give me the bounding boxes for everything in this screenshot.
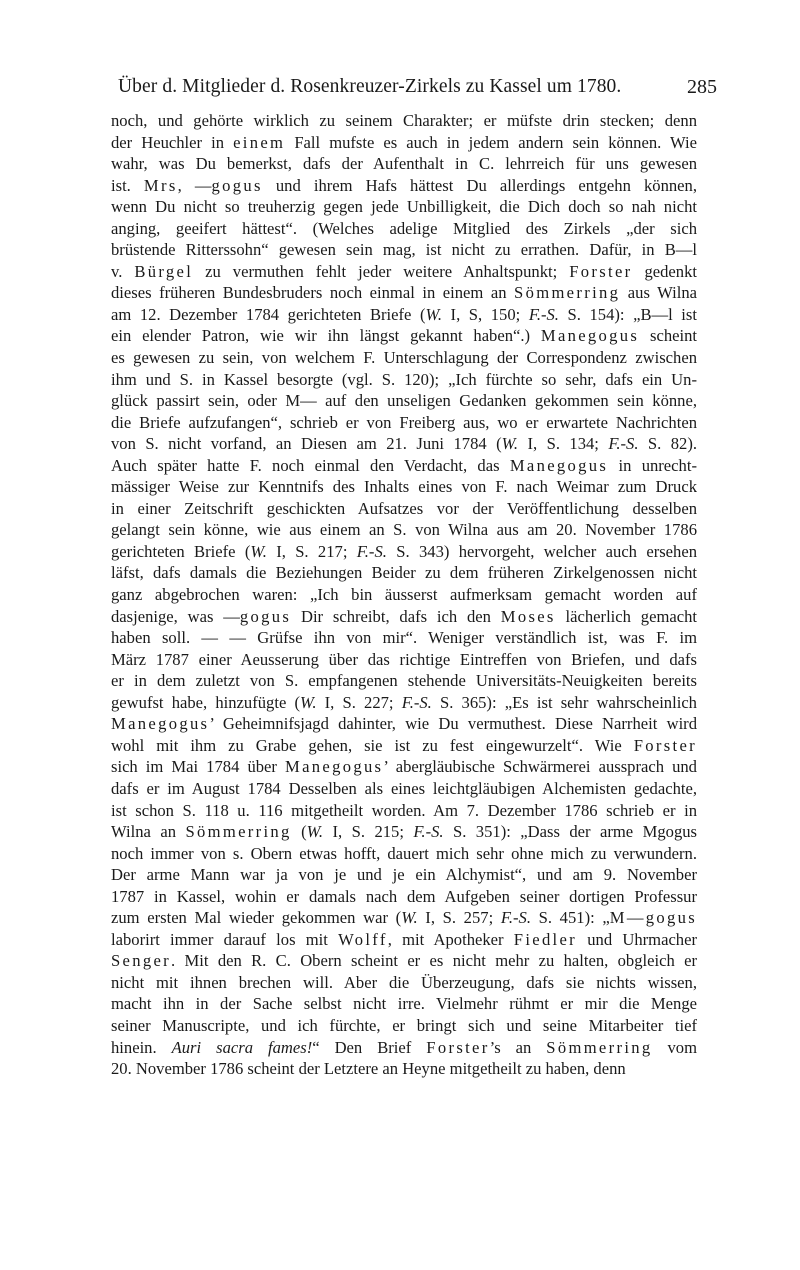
text-line: [111, 110, 697, 132]
text-run: Dir schreibt, dafs ich den: [291, 606, 501, 626]
running-header: [0, 72, 800, 102]
spaced-name: M—gogus: [609, 908, 697, 928]
spaced-name: Senger: [111, 951, 172, 971]
text-line: [111, 562, 697, 584]
spaced-name: Moses: [500, 606, 556, 626]
text-run: ist schon S. 118 u. 116 mitgetheilt worden. Am 7. Dezember 1786 schrieb er in: [111, 800, 697, 820]
italic-text: W.: [401, 908, 418, 928]
text-run: Wilna an: [111, 822, 186, 842]
text-run: in einer Zeitschrift geschickten Aufsatzes vor der Veröffentlichung desselben: [111, 498, 697, 518]
text-run: dieses früheren Bundesbruders noch einmal in einem an: [111, 283, 515, 303]
text-run: S. 343) hervorgeht, welcher auch ersehen: [386, 541, 697, 561]
text-run: noch, und gehörte wirklich zu seinem Charakter; er müfste drin stecken; denn: [111, 111, 697, 130]
text-run: wohl mit ihm zu Grabe gehen, sie ist zu fest eingewurzelt“. Wie: [111, 735, 634, 755]
text-run: mässiger Weise zur Kenntnifs des Inhalts eines von F. nach Weimar zum Druck: [111, 477, 697, 497]
spaced-name: Wolff: [338, 929, 388, 949]
text-line: [111, 584, 697, 606]
spaced-name: Manegogus: [285, 757, 384, 777]
text-run: ein elender Patron, wie wir ihn längst gekannt haben“.): [111, 326, 541, 346]
spaced-name: Sömmerring: [514, 283, 621, 303]
text-run: I, S. 257;: [417, 908, 501, 928]
text-run: . Mit den R. C. Obern scheint er es nicht mehr zu halten, obgleich er: [171, 951, 697, 971]
text-run: S. 451): „: [530, 908, 610, 928]
italic-text: F.-S.: [500, 908, 531, 928]
text-line: [111, 261, 697, 283]
spaced-name: Forster: [426, 1037, 490, 1057]
text-line: [111, 713, 697, 735]
italic-text: Auri sacra fames!: [171, 1037, 313, 1057]
text-line: [111, 304, 697, 326]
text-line: [111, 1037, 697, 1059]
italic-text: W.: [300, 692, 317, 712]
text-run: I, S, 150;: [441, 304, 529, 324]
text-run: seiner Manuscripte, und ich fürchte, er bringt sich und seine Mitarbeiter tief: [111, 1015, 697, 1035]
spaced-name: Forster: [569, 261, 633, 281]
italic-text: W.: [501, 434, 519, 454]
text-line: [111, 929, 697, 951]
italic-text: F.-S.: [608, 434, 639, 454]
running-title: Über d. Mitglieder d. Rosenkreuzer-Zirkels zu Kassel um 1780.: [118, 76, 622, 97]
italic-text: F.-S.: [528, 304, 559, 324]
italic-text: W.: [250, 541, 267, 561]
text-run: “ Den Brief: [312, 1037, 427, 1057]
text-line: [111, 325, 697, 347]
text-run: gedenkt: [632, 261, 697, 281]
text-run: der Heuchler in: [111, 132, 234, 152]
text-run: macht ihn in der Sache selbst nicht irre. Vielmehr rühmt er mir die Menge: [111, 994, 697, 1014]
text-run: I, S. 227;: [316, 692, 402, 712]
text-run: Der arme Mann war ja von je und je ein Alchymist“, und am 9. November: [111, 865, 697, 885]
text-line: [111, 800, 697, 822]
text-run: wahr, was Du bemerkst, dafs der Aufenthalt in C. lehrreich für uns gewesen: [111, 154, 697, 174]
text-line: [111, 864, 697, 886]
text-line: [111, 886, 697, 908]
text-run: , mit Apotheker: [387, 929, 514, 949]
text-run: sich im Mai 1784 über: [111, 757, 285, 777]
spaced-name: einem: [233, 132, 286, 152]
text-run: ihm und S. in Kassel besorgte (vgl. S. 120); „Ich fürchte so sehr, dafs ein Un-: [111, 369, 697, 389]
text-line: [111, 412, 697, 434]
text-line: [111, 369, 697, 391]
text-run: lächerlich gemacht: [555, 606, 697, 626]
text-run: v.: [111, 261, 135, 281]
text-line: [111, 282, 697, 304]
page-number: 285: [687, 76, 717, 98]
text-run: und Uhrmacher: [577, 929, 697, 949]
spaced-name: Forster: [633, 735, 697, 755]
text-run: glück passirt sein, oder M— auf den unseligen Gedanken gekommen sein könne,: [111, 391, 697, 411]
spaced-name: Manegogus: [540, 326, 640, 346]
spaced-name: Fiedler: [513, 929, 578, 949]
spaced-name: gogus: [239, 606, 292, 626]
text-line: [111, 175, 697, 197]
italic-text: F.-S.: [356, 541, 387, 561]
text-run: ’s an: [489, 1037, 547, 1057]
text-line: [111, 455, 697, 477]
spaced-name: Sömmerring: [546, 1037, 653, 1057]
text-line: [111, 950, 697, 972]
text-run: dasjenige, was —: [111, 606, 240, 626]
text-run: er in dem zuletzt von S. empfangenen stehende Universitäts-Neuigkeiten bereits: [111, 671, 697, 691]
text-run: S. 154): „B—l ist: [558, 304, 697, 324]
text-line: [111, 1058, 697, 1080]
italic-text: W.: [306, 822, 324, 842]
spaced-name: Mrs: [143, 175, 178, 195]
text-line: [111, 132, 697, 154]
spaced-name: gogus: [211, 175, 263, 195]
text-line: [111, 692, 697, 714]
text-run: gerichteten Briefe (: [111, 541, 251, 561]
text-run: scheint: [639, 326, 697, 346]
text-run: noch immer von s. Obern etwas hofft, dauert mich sehr ohne mich zu verwundern.: [111, 843, 697, 863]
text-run: in unrecht-: [608, 455, 697, 475]
text-run: zu vermuthen fehlt jeder weitere Anhaltspunkt;: [193, 261, 570, 281]
text-run: gewufst habe, hinzufügte (: [111, 692, 301, 712]
text-run: aus Wilna: [620, 283, 697, 303]
text-line: [111, 239, 697, 261]
text-line: [111, 907, 697, 929]
text-line: [111, 735, 697, 757]
text-run: I, S. 215;: [323, 822, 414, 842]
text-run: I, S. 217;: [266, 541, 357, 561]
text-run: S. 351): „Dass der arme Mgogus: [443, 822, 697, 842]
italic-text: W.: [425, 304, 442, 324]
text-run: und ihrem Hafs hättest Du allerdings entgehn können,: [262, 175, 697, 195]
body-text: [111, 110, 697, 1080]
text-line: [111, 649, 697, 671]
text-run: anging, geeifert hättest“. (Welches adelige Mitglied des Zirkels „der sich: [111, 218, 697, 238]
text-run: es gewesen zu sein, von welchem F. Unterschlagung der Correspondenz zwischen: [111, 348, 697, 368]
text-line: [111, 756, 697, 778]
text-line: [111, 541, 697, 563]
spaced-name: Sömmerring: [185, 822, 292, 842]
spaced-name: Manegogus: [509, 455, 609, 475]
text-line: [111, 153, 697, 175]
text-run: läfst, dafs damals die Beziehungen Beider zu dem früheren Zirkelgenossen nicht: [111, 563, 697, 583]
text-run: März 1787 einer Aeusserung über das richtige Eintreffen von Briefen, und dafs: [111, 649, 697, 669]
text-run: ganz abgebrochen waren: „Ich bin äusserst aufmerksam gemacht worden auf: [111, 585, 697, 605]
italic-text: F.-S.: [413, 822, 444, 842]
text-line: [111, 627, 697, 649]
text-line: [111, 519, 697, 541]
text-line: [111, 218, 697, 240]
text-run: die Briefe aufzufangen“, schrieb er von Freiberg aus, wo er erwartete Nachrichten: [111, 412, 697, 432]
text-run: (: [291, 822, 307, 842]
text-line: [111, 347, 697, 369]
text-line: [111, 778, 697, 800]
text-run: dafs er im August 1784 Desselben als eines leichtgläubigen Alchemisten gedachte,: [111, 778, 697, 798]
text-line: [111, 993, 697, 1015]
text-run: nicht mit ihnen brechen will. Aber die Überzeugung, dafs sie nichts wissen,: [111, 972, 697, 992]
text-run: ’ Geheimnifsjagd dahinter, wie Du vermuthest. Diese Narrheit wird: [209, 714, 697, 734]
text-run: 1787 in Kassel, wohin er damals nach dem Aufgeben seiner dortigen Professur: [111, 886, 697, 906]
text-line: [111, 606, 697, 628]
text-line: [111, 670, 697, 692]
text-run: S. 365): „Es ist sehr wahrscheinlich: [431, 692, 697, 712]
text-run: ’ abergläubische Schwärmerei aussprach und: [383, 757, 697, 777]
text-run: ist.: [111, 175, 144, 195]
text-run: haben soll. — — Grüfse ihn von mir“. Weniger verständlich ist, was F. im: [111, 628, 697, 648]
text-line: [111, 843, 697, 865]
text-line: [111, 433, 697, 455]
spaced-name: Bürgel: [134, 261, 194, 281]
text-line: [111, 476, 697, 498]
text-run: am 12. Dezember 1784 gerichteten Briefe (: [111, 304, 426, 324]
text-run: , —: [177, 175, 212, 195]
text-run: Auch später hatte F. noch einmal den Verdacht, das: [111, 455, 510, 475]
text-run: I, S. 134;: [518, 434, 609, 454]
text-line: [111, 390, 697, 412]
text-run: gelangt sein könne, wie aus einem an S. von Wilna aus am 20. November 1786: [111, 520, 697, 540]
text-line: [111, 1015, 697, 1037]
text-run: hinein.: [111, 1037, 172, 1057]
text-run: zum ersten Mal wieder gekommen war (: [111, 908, 402, 928]
text-run: Fall mufste es auch in jedem andern sein können. Wie: [285, 132, 697, 152]
text-line: [111, 196, 697, 218]
text-run: S. 82).: [638, 434, 697, 454]
text-run: von S. nicht vorfand, an Diesen am 21. Juni 1784 (: [111, 434, 502, 454]
text-line: [111, 498, 697, 520]
text-run: laborirt immer darauf los mit: [111, 929, 339, 949]
text-run: wenn Du nicht so treuherzig gegen jede Unbilligkeit, die Dich doch so nah nicht: [111, 197, 697, 217]
text-line: [111, 972, 697, 994]
text-run: 20. November 1786 scheint der Letztere an Heyne mitgetheilt zu haben, denn: [111, 1059, 626, 1079]
text-run: brüstende Ritterssohn“ gewesen sein mag, ist nicht zu errathen. Dafür, in B—l: [111, 240, 697, 260]
text-run: vom: [652, 1037, 697, 1057]
spaced-name: Manegogus: [111, 714, 210, 734]
italic-text: F.-S.: [401, 692, 432, 712]
text-line: [111, 821, 697, 843]
